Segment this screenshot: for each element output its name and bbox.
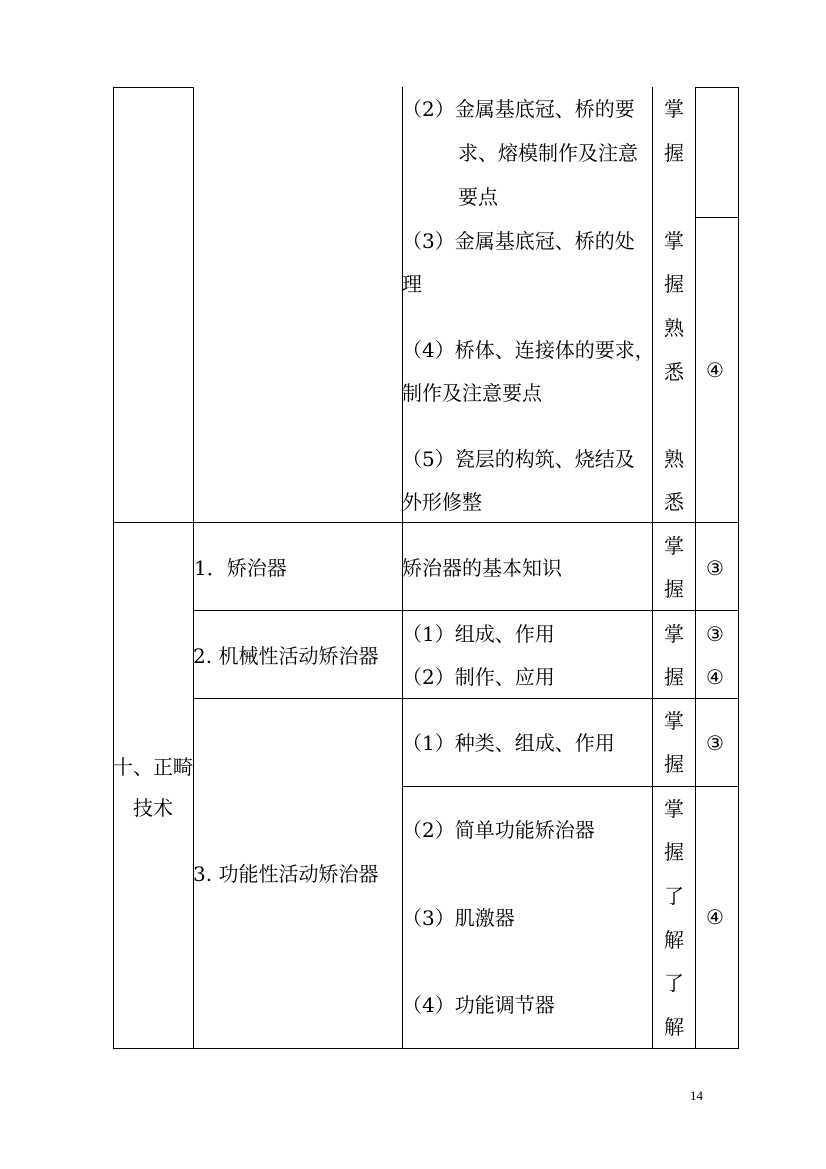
requirement-text: 掌 (664, 97, 684, 121)
content-text: （2）简单功能矫治器 (402, 818, 595, 842)
content-text: （2）制作、应用 (402, 665, 555, 689)
content-item-5-line1: （5）瓷层的构筑、烧结及 (402, 447, 635, 471)
requirement-text: 了 (664, 971, 684, 995)
page-number: 14 (690, 1088, 703, 1103)
requirement-text: 掌 (664, 534, 684, 558)
table-border-top-right (695, 87, 739, 88)
row-divider-2 (193, 610, 739, 611)
level-mark: ③ (706, 622, 724, 646)
requirement-text: 握 (664, 840, 684, 864)
content-item-2-line3: 要点 (458, 185, 498, 209)
row-divider-3 (193, 698, 739, 699)
requirement-text: 掌 (664, 709, 684, 733)
content-item-3-line1: （3）金属基底冠、桥的处 (402, 229, 635, 253)
table-border-top-left (113, 87, 194, 88)
content-item-2-line1: （2）金属基底冠、桥的要 (402, 97, 635, 121)
table-border-right (738, 87, 739, 1049)
row-divider-4 (402, 786, 739, 787)
requirement-text: 解 (664, 1015, 684, 1039)
level-mark: ③ (706, 731, 724, 755)
table-border-bottom (113, 1048, 739, 1049)
unit-name: 1．矫治器 (194, 556, 287, 580)
section-title-line2: 技术 (133, 796, 173, 820)
requirement-text: 握 (664, 272, 684, 296)
content-item-2-line2: 求、熔模制作及注意 (458, 141, 638, 165)
content-text: （1）种类、组成、作用 (402, 731, 615, 755)
unit-name: 3. 功能性活动矫治器 (193, 862, 379, 886)
row-divider-1 (113, 522, 739, 523)
content-item-4-line2: 制作及注意要点 (402, 381, 542, 405)
content-item-5-line2: 外形修整 (402, 490, 482, 514)
requirement-text: 解 (664, 928, 684, 952)
section-title-line1: 十、正畸 (113, 755, 193, 779)
content-text: （3）肌激器 (402, 906, 515, 930)
table-border-left (113, 87, 114, 1049)
requirement-text: 掌 (664, 797, 684, 821)
level-mark: ④ (706, 358, 724, 382)
content-item-3-line2: 理 (402, 272, 422, 296)
requirement-text: 掌 (664, 229, 684, 253)
level-mark: ④ (706, 665, 724, 689)
requirement-text: 握 (664, 577, 684, 601)
unit-name: 2. 机械性活动矫治器 (193, 644, 379, 668)
requirement-text: 熟 (664, 316, 684, 340)
requirement-text: 掌 (664, 622, 684, 646)
content-text: （4）功能调节器 (402, 993, 555, 1017)
content-text: （1）组成、作用 (402, 622, 555, 646)
col-divider-4 (695, 87, 696, 1049)
level-mark: ③ (706, 556, 724, 580)
level-cell-divider (695, 217, 739, 218)
content-text: 矫治器的基本知识 (402, 556, 562, 580)
col-divider-3 (652, 87, 653, 1049)
content-item-4-line1: （4）桥体、连接体的要求， (402, 338, 655, 362)
requirement-text: 握 (664, 141, 684, 165)
requirement-text: 握 (664, 752, 684, 776)
level-mark: ④ (706, 905, 724, 929)
requirement-text: 悉 (664, 490, 684, 514)
requirement-text: 握 (664, 665, 684, 689)
requirement-text: 悉 (664, 360, 684, 384)
requirement-text: 了 (664, 884, 684, 908)
requirement-text: 熟 (664, 447, 684, 471)
